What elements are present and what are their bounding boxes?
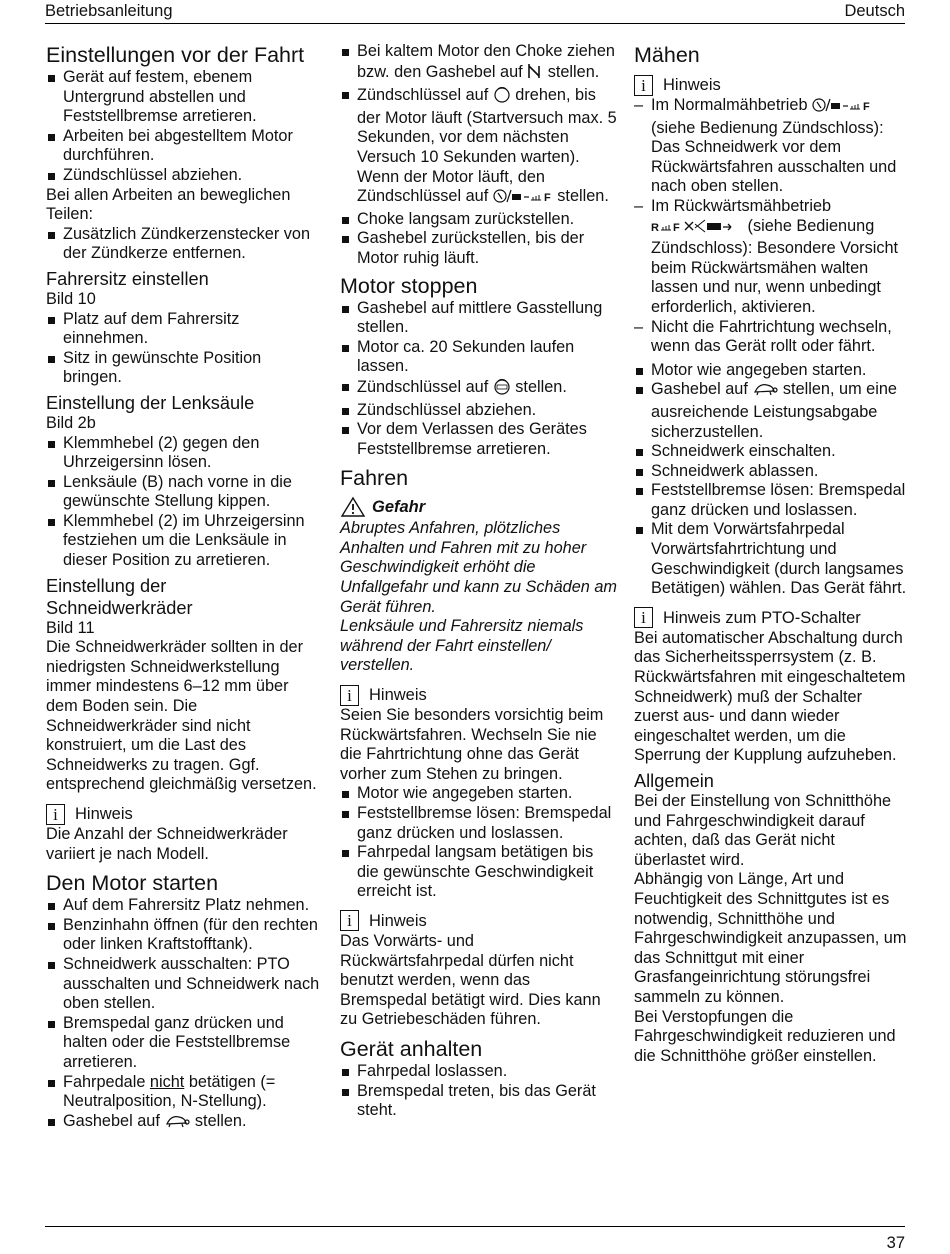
list-item: Schneidwerk einschalten.: [634, 442, 909, 462]
paragraph: Bei Verstopfungen die Fahrgeschwindigkeit reduzieren und die Schnitthöhe größer einstellen.: [634, 1007, 896, 1065]
info-box-icon: i: [340, 910, 359, 931]
page-header: [45, 2, 905, 22]
list-text: betätigen (= Neutralposition, N-Stellung).: [63, 1072, 276, 1111]
ignition-stop-icon: [493, 377, 511, 401]
list-item: [46, 1073, 321, 1112]
note-heading: [46, 803, 321, 825]
footer-rule: [45, 1226, 905, 1227]
header-rule: [45, 23, 905, 24]
list-item: [340, 377, 618, 401]
list-item: Benzinhahn öffnen (für den rechten oder linken Kraftstofftank).: [46, 916, 321, 955]
reverse-mode-letter: R: [651, 221, 659, 234]
list-item: Zündschlüssel abziehen.: [46, 166, 321, 186]
subsection-title-line2: Schneidwerkräder: [46, 597, 193, 618]
list-text: stellen.: [510, 377, 567, 396]
normal-mow-mode-icon: [812, 97, 874, 119]
list-item: [634, 380, 909, 442]
list-item: [46, 1112, 321, 1135]
warning-triangle-icon: [340, 496, 366, 518]
bullet-list: [46, 434, 321, 571]
danger-text: Lenksäule und Fahrersitz niemals während der Fahrt einstellen/ verstellen.: [340, 617, 584, 675]
choke-icon: [527, 62, 543, 86]
bullet-list: [340, 1062, 618, 1121]
reverse-mow-mode-icon: [651, 218, 743, 240]
section-title: Einstellungen vor der Fahrt: [46, 43, 305, 67]
danger-heading: [340, 495, 618, 519]
list-item: Motor ca. 20 Sekunden laufen lassen.: [340, 338, 618, 377]
subsection-title: Allgemein: [634, 771, 714, 791]
bullet-list: [46, 310, 321, 388]
bullet-list: [46, 225, 321, 264]
section-title: Den Motor starten: [46, 871, 219, 896]
list-item: Zündschlüssel abziehen.: [340, 401, 618, 421]
subsection-title-line1: Einstellung der: [46, 575, 167, 596]
reverse-mode-forward-letter: F: [673, 221, 680, 234]
bullet-list: [340, 784, 618, 902]
list-text: Im Normalmähbetrieb: [651, 96, 813, 114]
list-item: Lenksäule (B) nach vorne in die gewünschte Stellung kippen.: [46, 473, 321, 512]
dash-list: [634, 96, 909, 357]
list-item: Motor wie angegeben starten.: [340, 784, 618, 804]
list-text: Gashebel auf: [651, 380, 753, 399]
list-item: [340, 85, 618, 210]
list-text: Im Rückwärtsmähbetrieb: [651, 196, 832, 215]
paragraph: Bei der Einstellung von Schnitthöhe und Fahrgeschwindigkeit darauf achten, daß das Gerät nicht überlastet wird.: [634, 792, 892, 869]
note-label: Hinweis: [369, 911, 427, 930]
bullet-list: [340, 42, 618, 269]
info-box-icon: i: [634, 75, 653, 96]
list-item: Schneidwerk ablassen.: [634, 462, 909, 482]
list-item: Klemmhebel (2) gegen den Uhrzeigersinn lösen.: [46, 434, 321, 473]
list-text: Gashebel auf: [63, 1111, 165, 1130]
note-text: Die Anzahl der Schneidwerkräder variiert je nach Modell.: [46, 825, 288, 863]
list-item: Schneidwerk ausschalten: PTO ausschalten und Schneidwerk nach oben stellen.: [46, 955, 321, 1014]
danger-label: Gefahr: [372, 498, 426, 517]
section-title: Mähen: [634, 43, 700, 67]
list-item: Fahrpedal loslassen.: [340, 1062, 618, 1082]
drive-mode-icon: [493, 188, 553, 210]
list-item: Motor wie angegeben starten.: [634, 361, 909, 381]
list-text: stellen.: [552, 187, 609, 206]
info-box-icon: i: [340, 685, 359, 706]
note-heading: [634, 74, 909, 96]
bullet-list: [46, 68, 321, 186]
subsection-title: [46, 575, 321, 619]
mow-mode-letter: F: [863, 101, 870, 113]
list-text: (siehe Bedienung Zündschloss): Besondere Vorsicht beim Rückwärtsmähen walten lassen und nur, wenn unbedingt erforderlich, aktivieren.: [651, 216, 899, 316]
bullet-list: [634, 361, 909, 599]
column-right: [634, 42, 909, 1066]
note-text: Bei automatischer Abschaltung durch das Sicherheitssperrsystem (z. B. Rückwärtsfahren mit eingeschaltetem Schneidwerk) muß der Schalter zuerst aus- und dann wieder eingeschaltet werden, um die Sperrung der Kupplung aufzuheben.: [634, 628, 906, 765]
note-label: Hinweis: [663, 76, 721, 94]
list-item: Feststellbremse lösen: Bremspedal ganz drücken und loslassen.: [634, 481, 909, 520]
list-text: Zündschlüssel auf: [357, 86, 493, 105]
info-box-icon: i: [634, 607, 653, 628]
note-heading: [340, 684, 618, 706]
list-item: Sitz in gewünschte Position bringen.: [46, 349, 321, 388]
list-item: Mit dem Vorwärtsfahrpedal Vorwärtsfahrtrichtung und Geschwindigkeit (durch langsames Betätigen) wählen. Das Gerät fährt.: [634, 520, 909, 598]
note-text: Seien Sie besonders vorsichtig beim Rückwärtsfahren. Wechseln Sie nie die Fahrtrichtung ohne das Gerät vorher zum Stehen zu bringen.: [340, 706, 604, 783]
list-text: stellen, um eine ausreichende Leistungsabgabe sicherzustellen.: [651, 380, 897, 441]
figure-ref: Bild 2b: [46, 413, 96, 432]
list-item: – Nicht die Fahrtrichtung wechseln, wenn das Gerät rollt oder fährt.: [634, 318, 909, 357]
list-text: stellen.: [190, 1111, 247, 1130]
page-number: 37: [886, 1234, 905, 1252]
list-item: Feststellbremse lösen: Bremspedal ganz drücken und loslassen.: [340, 804, 618, 843]
bullet-list: [46, 896, 321, 1134]
turtle-slow-icon: [752, 381, 778, 403]
drive-mode-letter: F: [543, 192, 551, 205]
bullet-list: [340, 299, 618, 460]
subsection-title: Fahrersitz einstellen: [46, 268, 209, 289]
list-item: Arbeiten bei abgestelltem Motor durchführen.: [46, 127, 321, 166]
list-item: Bremspedal ganz drücken und halten oder die Feststellbremse arretieren.: [46, 1014, 321, 1073]
note-label: Hinweis: [75, 805, 133, 823]
note-heading: [340, 910, 618, 932]
paragraph: Bei allen Arbeiten an beweglichen Teilen:: [46, 185, 291, 224]
paragraph: Die Schneidwerkräder sollten in der niedrigsten Schneidwerkstellung immer mindestens 6–12 mm über dem Boden sein. Die Schneidwerkräder sind nicht konstruiert, um die Last des Schneidwerks zu tragen. Ggf. entsprechend gleichmäßig versetzen.: [46, 638, 317, 794]
figure-ref: Bild 10: [46, 289, 96, 308]
figure-ref: Bild 11: [46, 618, 95, 637]
list-item: Gerät auf festem, ebenem Untergrund abstellen und Feststellbremse arretieren.: [46, 68, 321, 127]
list-item: Auf dem Fahrersitz Platz nehmen.: [46, 896, 321, 916]
list-text: (siehe Bedienung Zündschloss): Das Schneidwerk vor dem Rückwärtsfahren ausschalten und nach oben stellen.: [651, 118, 897, 196]
header-title: Betriebsanleitung: [45, 2, 173, 20]
paragraph: Abhängig von Länge, Art und Feuchtigkeit des Schnittgutes ist es notwendig, Schnitthöhe und Fahrgeschwindigkeit anzupassen, um das Schnittgut mit einer Grasfangeinrichtung störungsfrei sammeln zu können.: [634, 870, 907, 1006]
note-label: Hinweis: [369, 686, 427, 705]
section-title: Fahren: [340, 466, 409, 491]
list-item: [634, 197, 909, 318]
list-item: Platz auf dem Fahrersitz einnehmen.: [46, 310, 321, 349]
list-item: Vor dem Verlassen des Gerätes Feststellbremse arretieren.: [340, 420, 618, 459]
list-text: drehen, bis der Motor läuft (Startversuch max. 5 Sekunden, vor dem nächsten Versuch 10 Sekunden warten).: [357, 86, 617, 166]
list-item: [340, 42, 618, 85]
list-text: Bei kaltem Motor den Choke ziehen bzw. den Gashebel auf: [357, 42, 615, 81]
list-item: Gashebel zurückstellen, bis der Motor ruhig läuft.: [340, 229, 618, 268]
list-text: Fahrpedale: [63, 1072, 150, 1091]
list-item: Bremspedal treten, bis das Gerät steht.: [340, 1082, 618, 1121]
list-item: [634, 96, 909, 197]
section-title: Motor stoppen: [340, 273, 478, 298]
note-label: Hinweis zum PTO-Schalter: [663, 608, 861, 627]
list-item: Choke langsam zurückstellen.: [340, 210, 618, 230]
note-heading: [634, 607, 909, 629]
info-box-icon: i: [46, 804, 65, 825]
list-text: Wenn der Motor läuft, den Zündschlüssel auf: [357, 167, 545, 206]
list-text: stellen.: [543, 62, 600, 81]
list-item: Fahrpedal langsam betätigen bis die gewünschte Geschwindigkeit erreicht ist.: [340, 843, 618, 902]
danger-text: Abruptes Anfahren, plötzliches Anhalten und Fahren mit zu hoher Geschwindigkeit erhöht die Unfallgefahr und kann zu Schäden am Gerät führen.: [340, 519, 617, 616]
turtle-slow-icon: [164, 1113, 190, 1135]
note-text: Das Vorwärts- und Rückwärtsfahrpedal dürfen nicht benutzt werden, wenn das Bremspedal betätigt wird. Dies kann zu Getriebeschäden führen.: [340, 931, 601, 1029]
column-left: [46, 42, 321, 1134]
list-item: Gashebel auf mittlere Gasstellung stellen.: [340, 299, 618, 338]
list-item: Zusätzlich Zündkerzenstecker von der Zündkerze entfernen.: [46, 225, 321, 264]
column-middle: [340, 42, 618, 1121]
ignition-start-icon: [493, 85, 511, 109]
list-text: Zündschlüssel auf: [357, 377, 493, 396]
subsection-title: Einstellung der Lenksäule: [46, 392, 255, 413]
section-title: Gerät anhalten: [340, 1036, 483, 1061]
header-language: Deutsch: [844, 2, 905, 20]
list-item: Klemmhebel (2) im Uhrzeigersinn festziehen um die Lenksäule in dieser Position zu arretieren.: [46, 512, 321, 571]
emphasis-underline: nicht: [149, 1072, 185, 1091]
